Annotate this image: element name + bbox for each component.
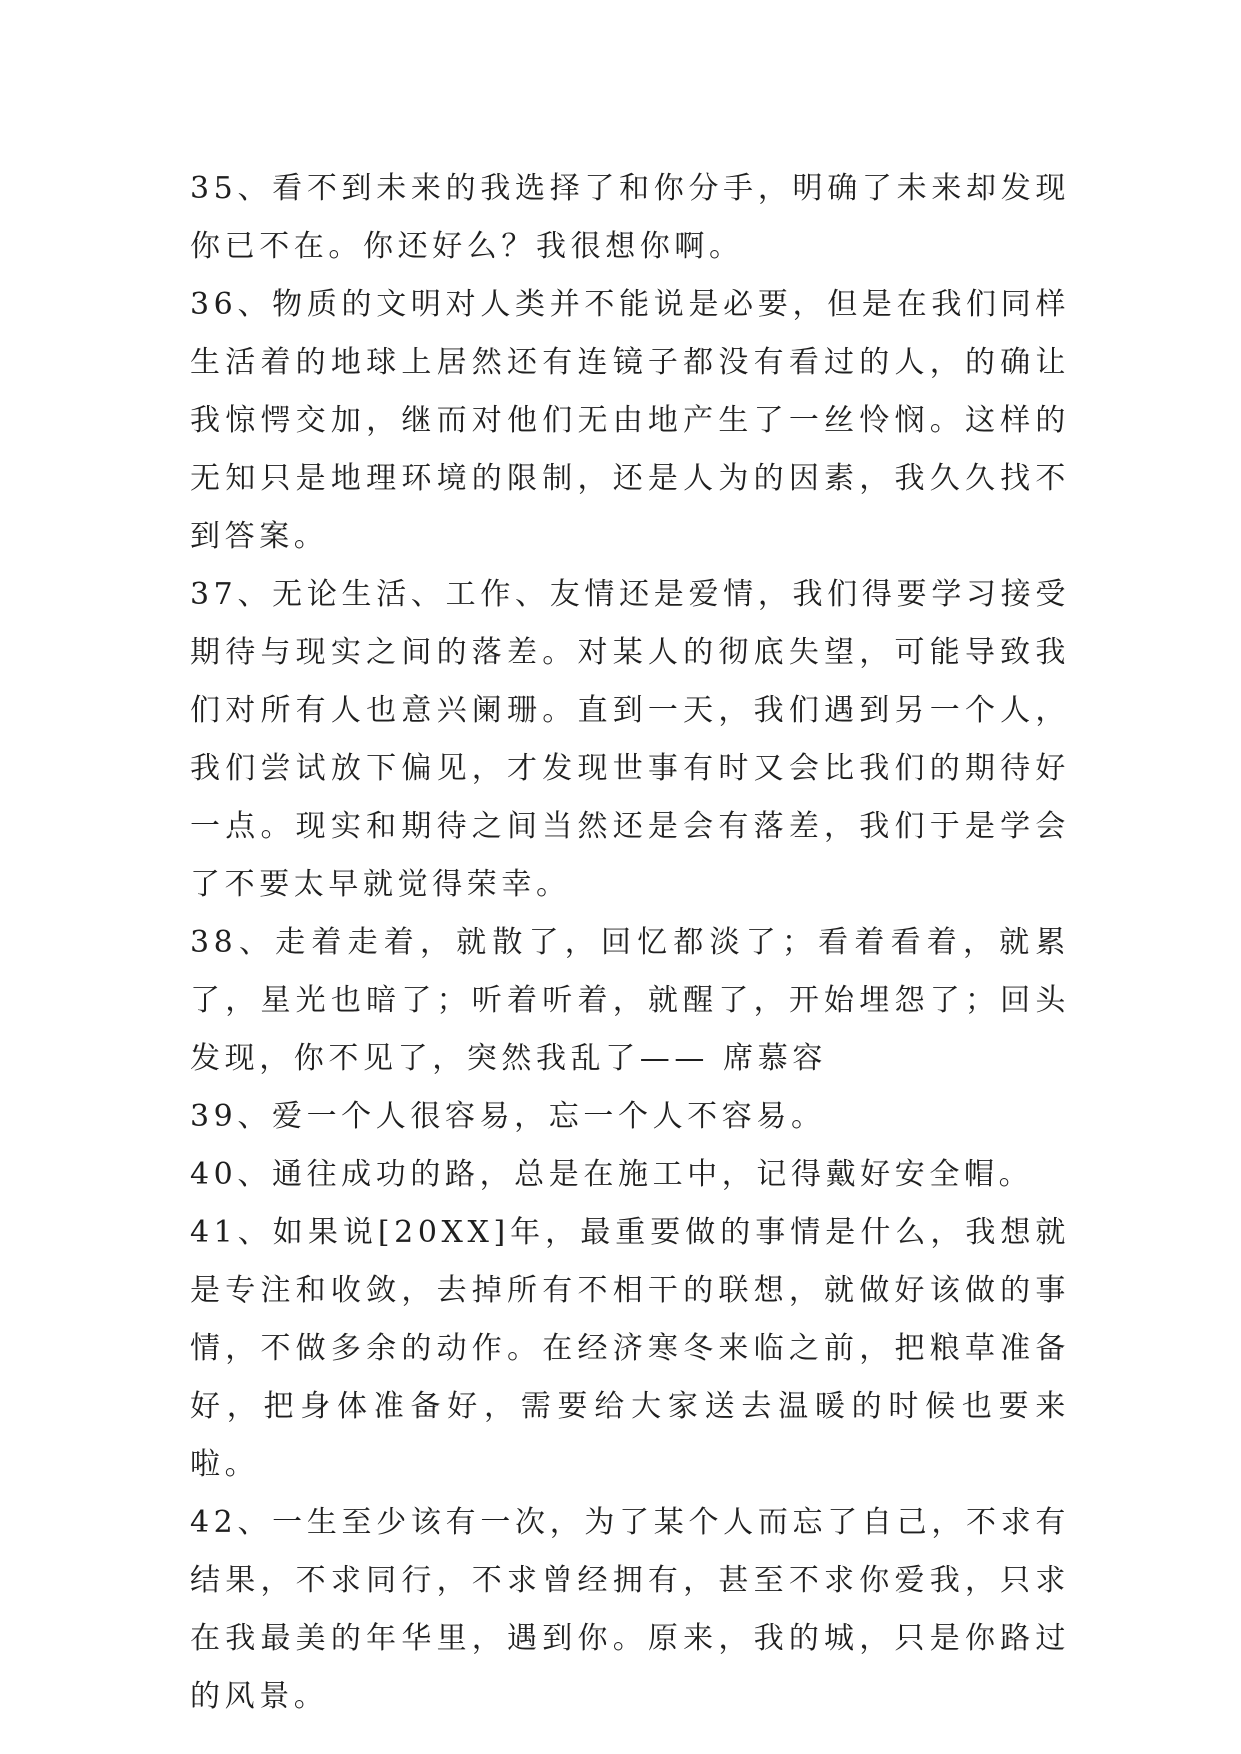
paragraph-42: 42、一生至少该有一次，为了某个人而忘了自己，不求有结果，不求同行，不求曾经拥有，甚至不求你爱我，只求在我最美的年华里，遇到你。原来，我的城，只是你路过的风景。: [190, 1505, 1070, 1714]
paragraph-38: 38、走着走着，就散了，回忆都淡了；看着看着，就累了，星光也暗了；听着听着，就醒了，开始埋怨了；回头发现，你不见了，突然我乱了—— 席慕容: [190, 925, 1070, 1076]
paragraph-40: 40、通往成功的路，总是在施工中，记得戴好安全帽。: [190, 1157, 1034, 1192]
paragraph-39: 39、爱一个人很容易，忘一个人不容易。: [190, 1099, 826, 1134]
paragraph-35: 35、看不到未来的我选择了和你分手，明确了未来却发现你已不在。你还好么？我很想你啊。: [190, 171, 1070, 264]
paragraph-36: 36、物质的文明对人类并不能说是必要，但是在我们同样生活着的地球上居然还有连镜子都没有看过的人，的确让我惊愕交加，继而对他们无由地产生了一丝怜悯。这样的无知只是地理环境的限制，还是人为的因素，我久久找不到答案。: [190, 287, 1070, 554]
document-body: [190, 160, 1070, 1726]
paragraph-37: 37、无论生活、工作、友情还是爱情，我们得要学习接受期待与现实之间的落差。对某人的彻底失望，可能导致我们对所有人也意兴阑珊。直到一天，我们遇到另一个人，我们尝试放下偏见，才发现世事有时又会比我们的期待好一点。现实和期待之间当然还是会有落差，我们于是学会了不要太早就觉得荣幸。: [190, 577, 1070, 902]
paragraph-41: 41、如果说[20XX]年，最重要做的事情是什么，我想就是专注和收敛，去掉所有不相干的联想，就做好该做的事情，不做多余的动作。在经济寒冬来临之前，把粮草准备好，把身体准备好，需要给大家送去温暖的时候也要来啦。: [190, 1215, 1070, 1482]
